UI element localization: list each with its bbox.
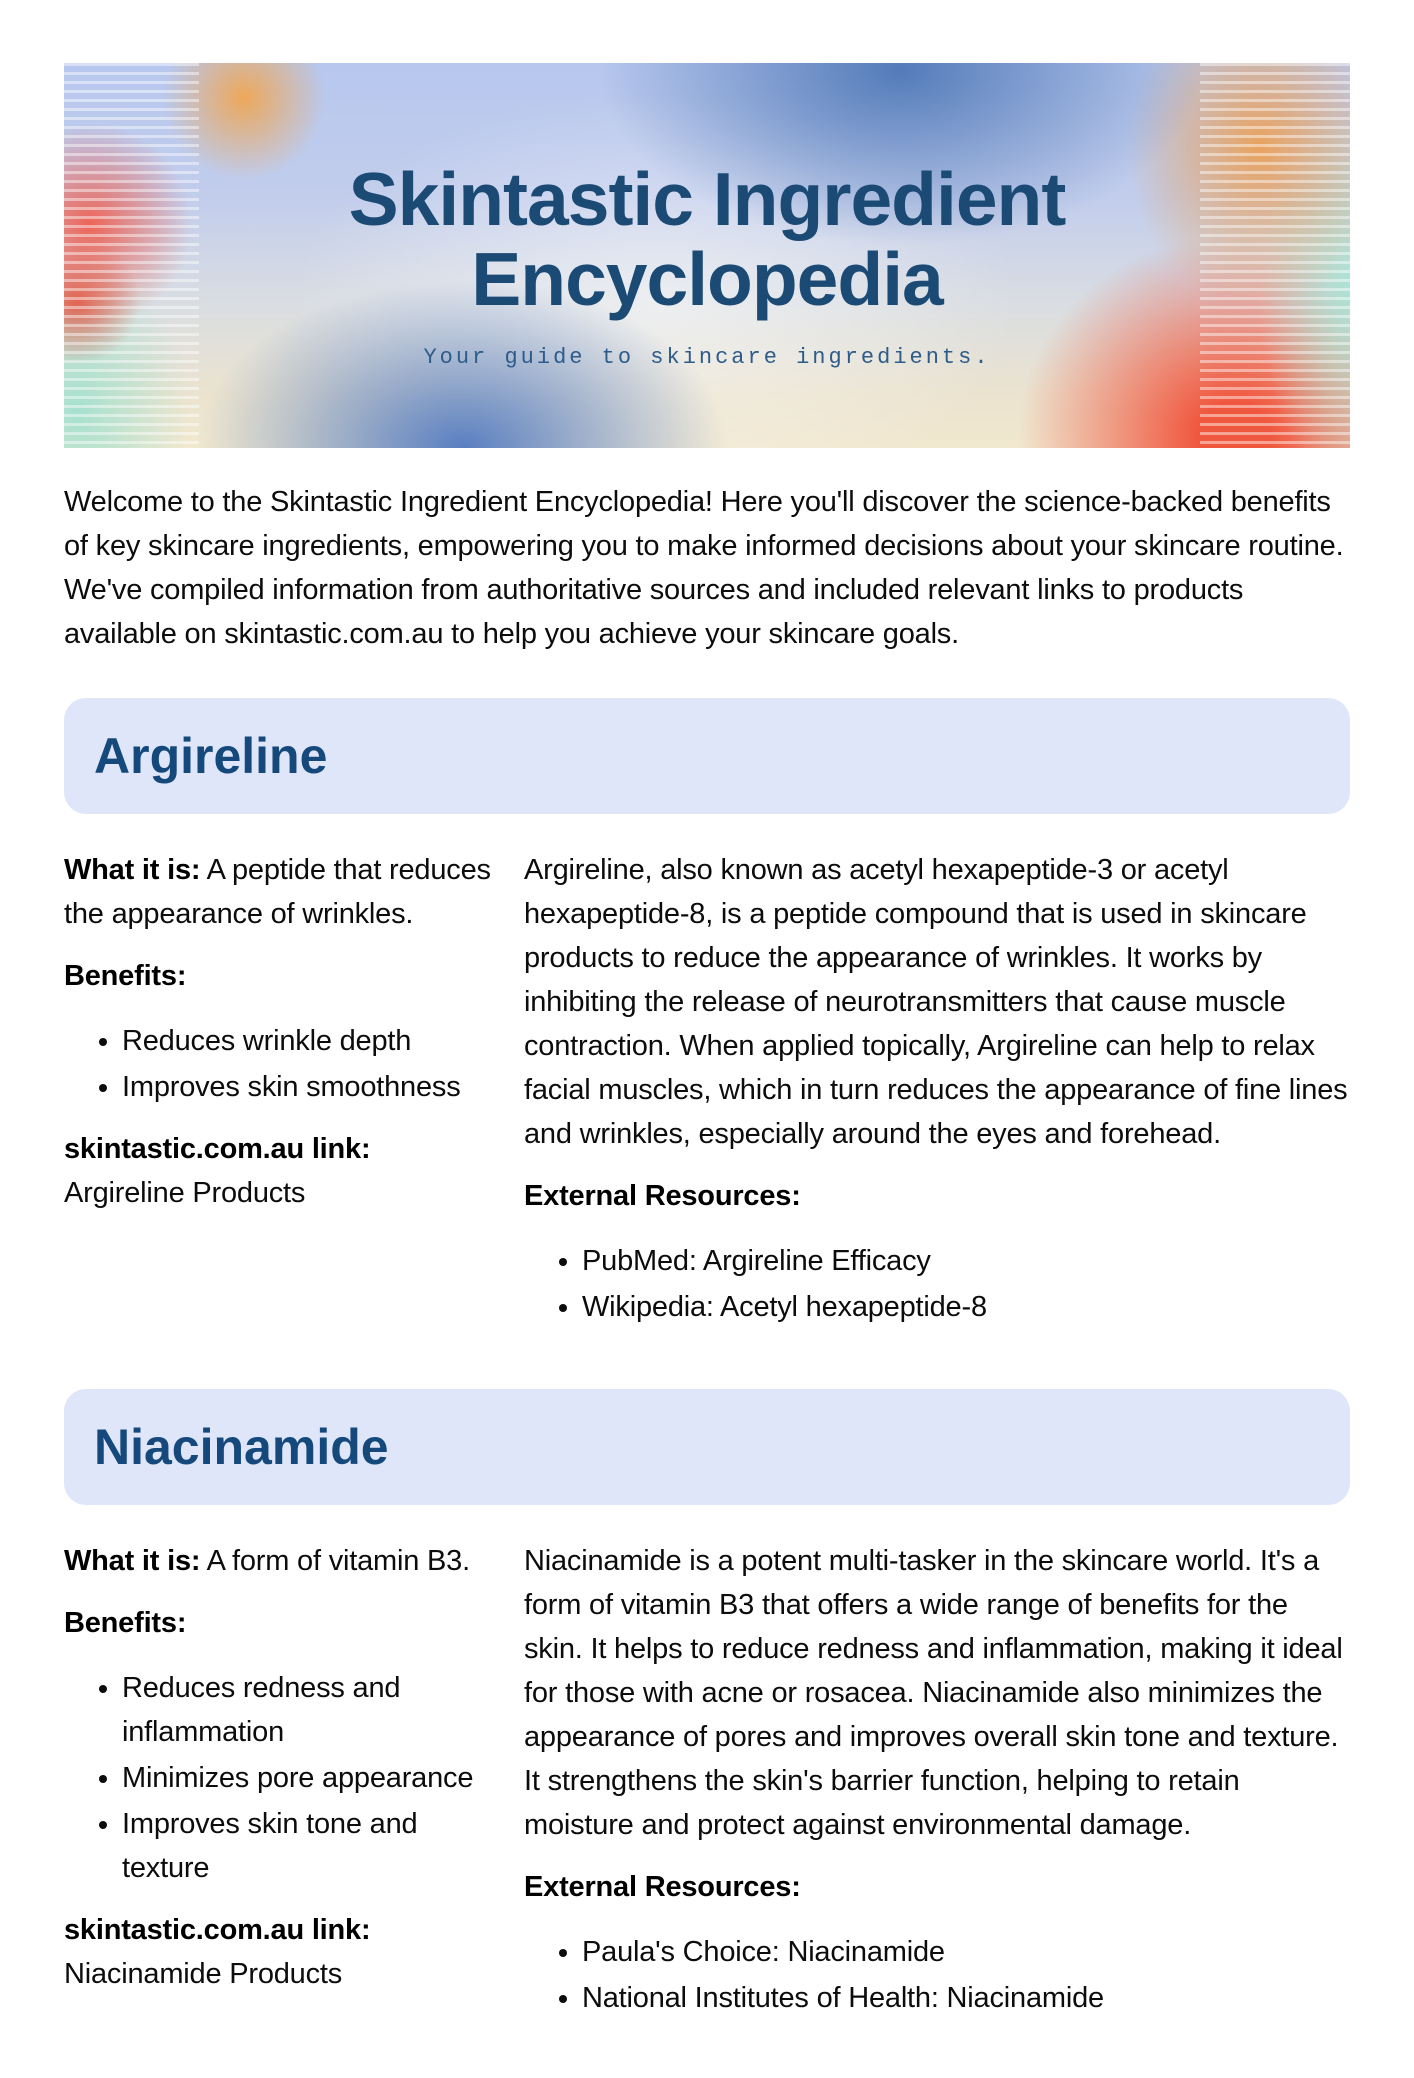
section-description: Argireline, also known as acetyl hexapeptide-3 or acetyl hexapeptide-8, is a peptide compound that is used in skincare products to reduce the appearance of wrinkles. It works by inhibiting the release of neurotransmitters that cause muscle contraction. When applied topically, Argireline can help to relax facial muscles, which in turn reduces the appearance of fine lines and wrinkles, especially around the eyes and forehead. [524, 854, 1348, 1150]
product-link[interactable]: Argireline Products [64, 1177, 306, 1209]
list-item: • Reduces wrinkle depth [122, 1019, 500, 1063]
site-link-label: skintastic.com.au link: [64, 1914, 371, 1946]
what-it-is-label: What it is: [64, 854, 201, 886]
external-resources-label: External Resources: [524, 1871, 801, 1903]
benefits-label: Benefits: [64, 960, 187, 992]
external-resources-label: External Resources: [524, 1180, 801, 1212]
benefits-list [64, 1019, 500, 1109]
section-summary-column [64, 848, 500, 1347]
list-item: • Reduces redness and inflammation [122, 1666, 500, 1754]
section-header-argireline [64, 698, 1350, 814]
list-item: • Improves skin tone and texture [122, 1802, 500, 1890]
benefits-label: Benefits: [64, 1607, 187, 1639]
section-detail-column [524, 1539, 1350, 2038]
page-subtitle: Your guide to skincare ingredients. [423, 345, 991, 370]
list-item[interactable]: • National Institutes of Health: Niacinamide [582, 1976, 1350, 2020]
document-page [0, 63, 1414, 2078]
external-resources-list [524, 1930, 1350, 2020]
benefits-list [64, 1666, 500, 1890]
section-detail-column [524, 848, 1350, 1347]
section-title: Niacinamide [94, 1419, 389, 1475]
what-it-is-label: What it is: [64, 1545, 201, 1577]
list-item: • Minimizes pore appearance [122, 1756, 500, 1800]
section-columns-niacinamide [64, 1539, 1350, 2038]
section-header-niacinamide [64, 1389, 1350, 1505]
list-item[interactable]: • PubMed: Argireline Efficacy [582, 1239, 1350, 1283]
product-link-block [64, 1127, 500, 1215]
list-item[interactable]: • Paula's Choice: Niacinamide [582, 1930, 1350, 1974]
what-it-is-text: A peptide that reduces the appearance of wrinkles. [64, 854, 491, 930]
section-description: Niacinamide is a potent multi-tasker in the skincare world. It's a form of vitamin B3 that offers a wide range of benefits for the skin. It helps to reduce redness and inflammation, making it ideal for those with acne or rosacea. Niacinamide also minimizes the appearance of pores and improves overall skin tone and texture. It strengthens the skin's barrier function, helping to retain moisture and protect against environmental damage. [524, 1545, 1343, 1841]
section-summary-column [64, 1539, 500, 2038]
section-title: Argireline [94, 728, 328, 784]
intro-paragraph: Welcome to the Skintastic Ingredient Encyclopedia! Here you'll discover the science-backed benefits of key skincare ingredients, empowering you to make informed decisions about your skincare routine. We've compiled information from authoritative sources and included relevant links to products available on skintastic.com.au to help you achieve your skincare goals. [64, 486, 1344, 650]
what-it-is-text: A form of vitamin B3. [200, 1545, 470, 1577]
what-it-is-line [64, 1539, 500, 1583]
section-columns-argireline [64, 848, 1350, 1347]
list-item[interactable]: • Wikipedia: Acetyl hexapeptide-8 [582, 1285, 1350, 1329]
page-title: Skintastic Ingredient Encyclopedia [348, 157, 1066, 321]
list-item: • Improves skin smoothness [122, 1065, 500, 1109]
product-link[interactable]: Niacinamide Products [64, 1958, 343, 1990]
site-link-label: skintastic.com.au link: [64, 1133, 371, 1165]
what-it-is-line [64, 848, 500, 936]
external-resources-list [524, 1239, 1350, 1329]
product-link-block [64, 1908, 500, 1996]
hero-banner [64, 63, 1350, 448]
